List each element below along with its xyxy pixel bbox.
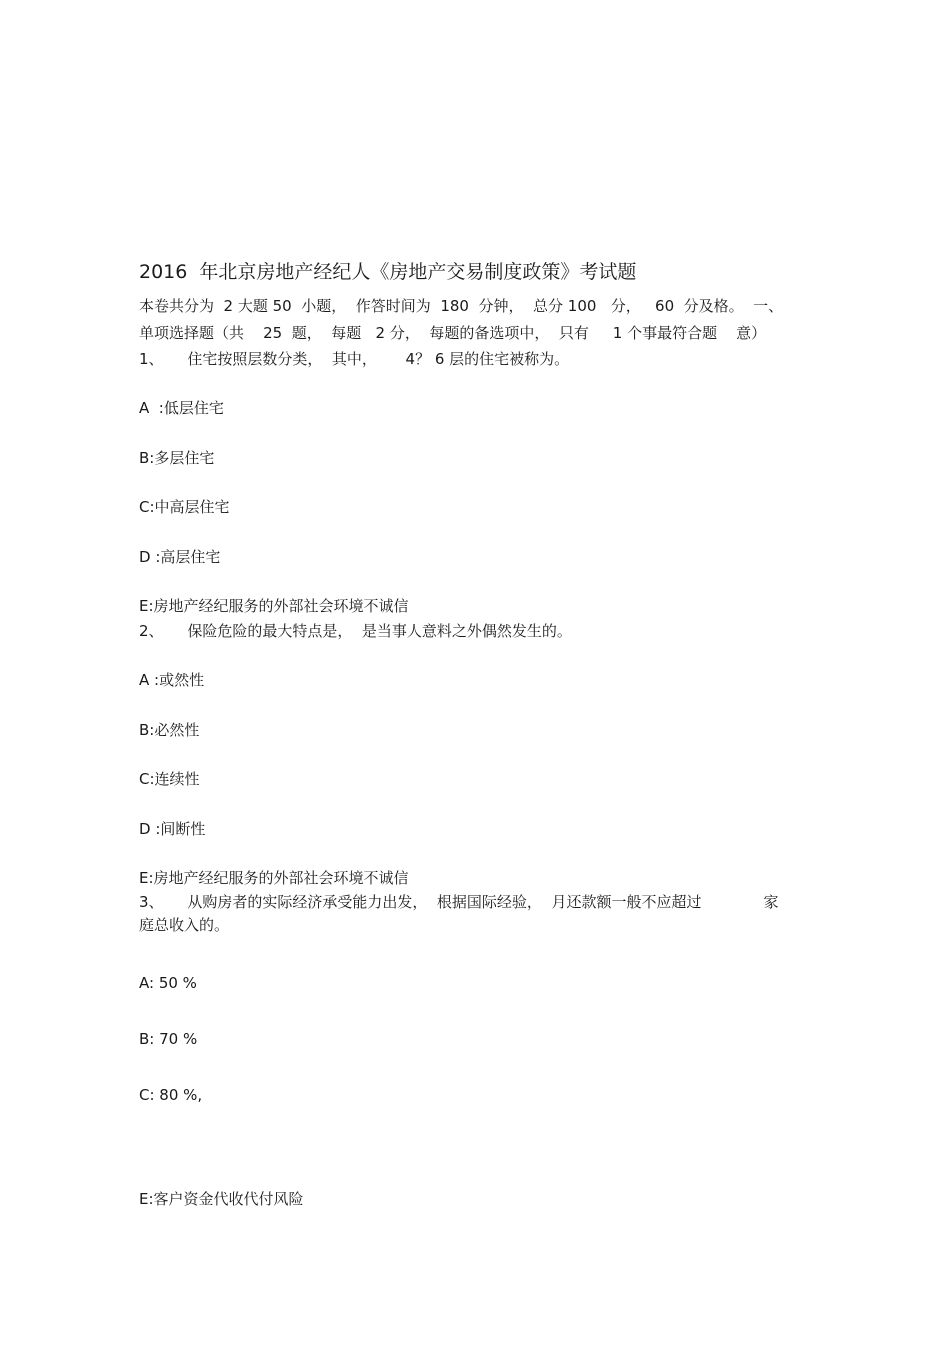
question-2-option-d: D :间断性 [139,820,206,838]
question-3-option-a: A: 50 % [139,974,197,992]
exam-title: 2016 年北京房地产经纪人《房地产交易制度政策》考试题 [139,261,637,283]
question-1-option-b: B:多层住宅 [139,449,215,467]
exam-intro-line-1: 本卷共分为 2 大题 50 小题， 作答时间为 180 分钟， 总分 100 分， 60 分及格。 一、 [139,297,784,315]
question-1-option-e: E:房地产经纪服务的外部社会环境不诚信 [139,597,409,615]
question-2-option-c: C:连续性 [139,770,200,788]
question-1-option-c: C:中高层住宅 [139,498,230,516]
question-2-option-a: A :或然性 [139,671,205,689]
question-2-option-b: B:必然性 [139,721,200,739]
question-3-stem-line-1: 3、 从购房者的实际经济承受能力出发， 根据国际经验， 月还款额一般不应超过 家 [139,893,779,911]
question-1-stem: 1、 住宅按照层数分类， 其中， 4？ 6 层的住宅被称为。 [139,350,570,368]
question-1-option-a: A :低层住宅 [139,399,224,417]
question-3-option-e: E:客户资金代收代付风险 [139,1190,304,1208]
question-3-stem-line-2: 庭总收入的。 [139,916,230,934]
question-2-stem: 2、 保险危险的最大特点是， 是当事人意料之外偶然发生的。 [139,622,572,640]
question-3-option-b: B: 70 % [139,1030,198,1048]
question-2-option-e: E:房地产经纪服务的外部社会环境不诚信 [139,869,409,887]
exam-intro-line-2: 单项选择题（共 25 题， 每题 2 分， 每题的备选项中， 只有 1 个事最符合题 意） [139,324,767,342]
question-1-option-d: D :高层住宅 [139,548,221,566]
question-3-option-c: C: 80 %, [139,1086,203,1104]
